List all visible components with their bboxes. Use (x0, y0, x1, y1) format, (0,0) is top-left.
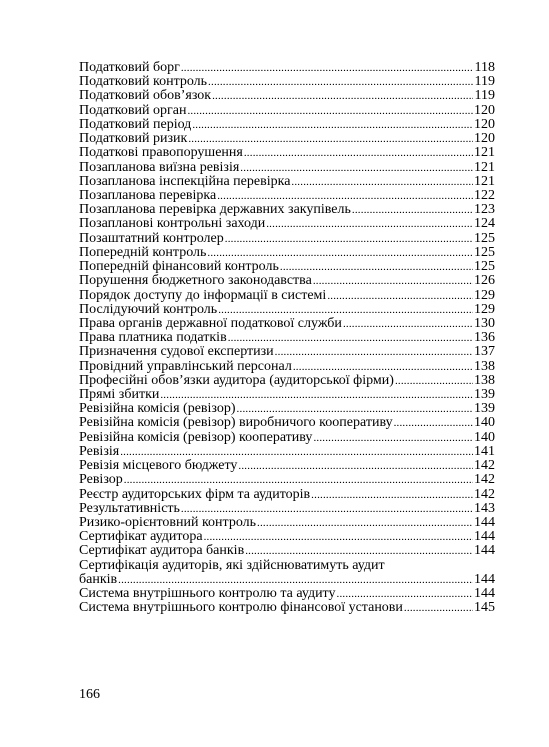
index-entry (79, 402, 495, 416)
index-page-ref: 138 (474, 359, 495, 374)
leader-dots (313, 431, 473, 445)
leader-dots (181, 502, 473, 516)
subject-index-list (79, 61, 495, 616)
index-term: Ревізійна комісія (ревізор) (79, 402, 236, 417)
index-term: Порушення бюджетного законодавства (79, 274, 312, 289)
leader-dots (343, 317, 473, 331)
index-entry (79, 488, 495, 502)
index-page-ref: 124 (474, 217, 495, 232)
index-entry (79, 431, 495, 445)
index-page-ref: 126 (474, 274, 495, 289)
index-entry (79, 118, 495, 132)
leader-dots (204, 530, 473, 544)
index-entry (79, 459, 495, 473)
index-page-ref: 119 (474, 75, 495, 90)
leader-dots (313, 274, 473, 288)
index-page-ref: 129 (474, 288, 495, 303)
index-entry (79, 374, 495, 388)
index-term: Попередній контроль (79, 245, 207, 260)
index-term: Ревізійна комісія (ревізор) виробничого кооперативу (79, 416, 393, 431)
index-term: Податковий ризик (79, 132, 188, 147)
index-page-ref: 142 (474, 487, 495, 502)
index-entry (79, 445, 495, 459)
index-term: Ревізія місцевого бюджету (79, 459, 238, 474)
index-page-ref: 142 (474, 459, 495, 474)
index-entry (79, 345, 495, 359)
index-entry (79, 388, 495, 402)
index-term: Сертифікат аудитора банків (79, 544, 245, 559)
index-term: Податкові правопорушення (79, 146, 243, 161)
index-page-ref: 121 (474, 160, 495, 175)
index-entry (79, 473, 495, 487)
index-page-ref: 118 (474, 61, 495, 75)
leader-dots (228, 331, 473, 345)
leader-dots (266, 217, 473, 231)
leader-dots (311, 488, 473, 502)
leader-dots (120, 445, 473, 459)
index-page-ref: 125 (474, 245, 495, 260)
index-page-ref: 144 (474, 530, 495, 545)
index-term: Позаштатний контролер (79, 231, 224, 246)
index-term: Система внутрішнього контролю та аудиту (79, 587, 336, 602)
index-page-ref: 121 (474, 146, 495, 161)
index-entry (79, 331, 495, 345)
index-term: Результативність (79, 501, 180, 516)
index-term: Ревізійна комісія (ревізор) кооперативу (79, 430, 313, 445)
index-term: Права органів державної податкової служби (79, 316, 342, 331)
leader-dots (240, 161, 473, 175)
leader-dots (394, 416, 473, 430)
leader-dots (160, 388, 473, 402)
index-term: Призначення судової експертизи (79, 345, 274, 360)
index-term: Попередній фінансовий контроль (79, 260, 279, 275)
index-term: Прямі збитки (79, 388, 160, 403)
index-page-ref: 137 (474, 345, 495, 360)
index-entry (79, 89, 495, 103)
index-term: Податковий період (79, 117, 192, 132)
index-entry (79, 303, 495, 317)
leader-dots (212, 89, 473, 103)
index-term: Позапланові контрольні заходи (79, 217, 266, 232)
index-page-ref: 143 (474, 501, 495, 516)
index-entry (79, 416, 495, 430)
index-term: Професійні обов’язки аудитора (аудиторської фірми) (79, 373, 394, 388)
index-entry (79, 146, 495, 160)
page-number: 166 (79, 687, 100, 702)
index-term: Реєстр аудиторських фірм та аудиторів (79, 487, 311, 502)
index-term: Ревізія (79, 444, 120, 459)
leader-dots (218, 303, 473, 317)
index-entry (79, 217, 495, 231)
index-term: Сертифікат аудитора (79, 530, 203, 545)
index-page-ref: 119 (474, 89, 495, 104)
index-entry (79, 530, 495, 544)
index-term: Податковий контроль (79, 75, 208, 90)
leader-dots (275, 345, 473, 359)
index-page-ref: 145 (474, 601, 495, 616)
leader-dots (225, 232, 473, 246)
index-page-ref: 121 (474, 174, 495, 189)
leader-dots (192, 118, 473, 132)
index-page-ref: 120 (474, 103, 495, 118)
index-term: Позапланова перевірка (79, 188, 217, 203)
index-entry (79, 317, 495, 331)
index-entry (79, 544, 495, 558)
leader-dots (188, 132, 473, 146)
index-entry (79, 61, 495, 75)
leader-dots (404, 601, 473, 615)
index-page-ref: 140 (474, 430, 495, 445)
index-entry (79, 260, 495, 274)
leader-dots (327, 289, 473, 303)
index-page-ref: 136 (474, 331, 495, 346)
index-term: Позапланова перевірка державних закупівель (79, 203, 351, 218)
leader-dots (395, 374, 473, 388)
index-page-ref: 130 (474, 316, 495, 331)
index-entry (79, 360, 495, 374)
leader-dots (118, 573, 473, 587)
index-page-ref: 140 (474, 416, 495, 431)
index-term: Ревізор (79, 473, 123, 488)
index-page-ref: 138 (474, 373, 495, 388)
index-entry (79, 189, 495, 203)
index-entry (79, 516, 495, 530)
index-page-ref: 142 (474, 473, 495, 488)
index-entry (79, 502, 495, 516)
leader-dots (238, 459, 473, 473)
index-term: Права платника податків (79, 331, 227, 346)
leader-dots (257, 516, 473, 530)
leader-dots (181, 61, 473, 75)
index-term: Податковий борг (79, 61, 180, 75)
index-entry (79, 175, 495, 189)
leader-dots (337, 587, 474, 601)
index-page-ref: 129 (474, 302, 495, 317)
index-entry (79, 232, 495, 246)
leader-dots (208, 75, 473, 89)
index-page-ref: 141 (474, 444, 495, 459)
index-term-continuation: банків (79, 571, 118, 587)
index-term: Система внутрішнього контролю фінансової установи (79, 601, 403, 616)
index-entry (79, 104, 495, 118)
index-term: Ризико-орієнтовний контроль (79, 516, 257, 530)
index-page-ref: 123 (474, 203, 495, 218)
leader-dots (244, 146, 473, 160)
index-page-ref: 144 (474, 571, 495, 587)
index-page-ref: 122 (474, 188, 495, 203)
index-page-ref: 144 (474, 544, 495, 559)
index-term: Позапланова інспекційна перевірка (79, 174, 291, 189)
index-term: Порядок доступу до інформації в системі (79, 288, 327, 303)
index-page-ref: 139 (474, 388, 495, 403)
index-page-ref: 120 (474, 117, 495, 132)
index-entry (79, 203, 495, 217)
index-page-ref: 120 (474, 132, 495, 147)
index-entry (79, 132, 495, 146)
index-entry (79, 587, 495, 601)
index-term: Послідуючий контроль (79, 302, 218, 317)
leader-dots (187, 104, 473, 118)
index-entry (79, 601, 495, 615)
index-page-ref: 125 (474, 231, 495, 246)
index-page-ref: 144 (474, 587, 495, 602)
index-term: Податковий обов’язок (79, 89, 212, 104)
leader-dots (124, 473, 473, 487)
index-term: Податковий орган (79, 103, 187, 118)
index-entry (79, 289, 495, 303)
index-term: Сертифікація аудиторів, які здійснюватимуть аудит (79, 558, 385, 573)
index-entry (79, 274, 495, 288)
leader-dots (217, 189, 473, 203)
leader-dots (352, 203, 473, 217)
index-entry (79, 246, 495, 260)
leader-dots (207, 246, 473, 260)
leader-dots (293, 360, 473, 374)
leader-dots (280, 260, 473, 274)
index-term: Провідний управлінський персонал (79, 359, 292, 374)
index-entry (79, 559, 495, 587)
index-page-ref: 125 (474, 260, 495, 275)
index-page-ref: 139 (474, 402, 495, 417)
leader-dots (237, 402, 473, 416)
index-entry (79, 161, 495, 175)
index-entry (79, 75, 495, 89)
index-term: Позапланова виїзна ревізія (79, 160, 240, 175)
leader-dots (245, 544, 473, 558)
index-page-ref: 144 (474, 516, 495, 530)
leader-dots (291, 175, 473, 189)
